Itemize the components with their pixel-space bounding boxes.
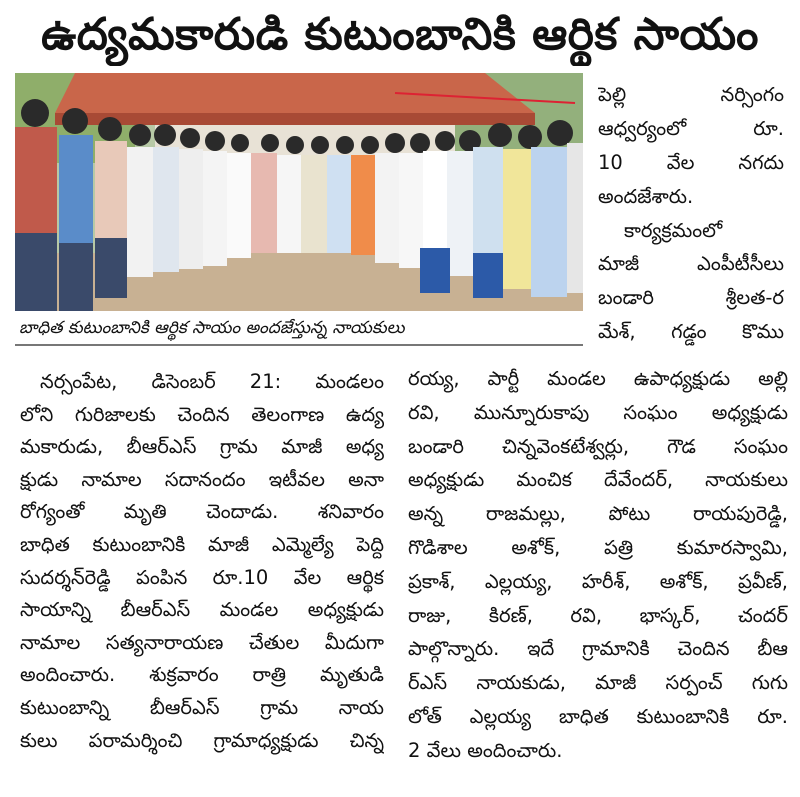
article-column-right-bottom: [408, 362, 788, 768]
photo-caption: బాధిత కుటుంబానికి ఆర్థిక సాయం అందజేస్తున్న నాయకులు: [15, 312, 583, 346]
article-column-right-top: [598, 78, 784, 349]
text-line: క్షుడు నామాల సదానందం ఇటీవల అనా: [20, 467, 384, 491]
text-line: నర్సంపేట, డిసెంబర్ 21: మండలం: [40, 370, 384, 393]
group-photo: [15, 73, 583, 311]
text-line: సుదర్శన్‌రెడ్డి పంపిన రూ.10 వేల ఆర్థిక: [20, 565, 384, 589]
text-line: లోని గురిజాలకు చెందిన తెలంగాణ ఉద్య: [20, 402, 384, 426]
text-line: అందించారు. శుక్రవారం రాత్రి మృతుడి: [20, 663, 384, 687]
text-line: రవి, మున్నూరుకాపు సంఘం అధ్యక్షుడు: [408, 400, 788, 424]
text-line: కార్యక్రమంలో: [624, 218, 723, 242]
text-line: అధ్యక్షుడు మంచిక దేవేందర్, నాయకులు: [408, 468, 788, 492]
text-line: ర్ఎస్ నాయకుడు, మాజీ సర్పంచ్ గుగు: [408, 671, 788, 695]
article-column-left: [20, 366, 384, 757]
text-line: బండారి శ్రీలత-ర: [598, 286, 784, 310]
text-line: మాజీ ఎంపీటీసీలు: [598, 252, 784, 276]
text-line: నామాల సత్యనారాయణ చేతుల మీదుగా: [20, 630, 384, 654]
text-line: సాయాన్ని బీఆర్ఎస్ మండల అధ్యక్షుడు: [20, 598, 384, 622]
text-line: ప్రకాశ్, ఎల్లయ్య, హరీశ్, అశోక్, ప్రవీణ్,: [408, 569, 788, 593]
text-line: బండారి చిన్నవెంకటేశ్వర్లు, గౌడ సంఘం: [408, 434, 788, 458]
text-line: రయ్య, పార్టీ మండల ఉపాధ్యక్షుడు అల్లి: [408, 367, 788, 390]
headline: ఉద్యమకారుడి కుటుంబానికి ఆర్థిక సాయం: [41, 9, 759, 60]
text-line: రాజు, కిరణ్, రవి, భాస్కర్, చందర్: [408, 603, 788, 627]
text-line: 2 వేలు అందించారు.: [408, 738, 563, 762]
text-line: కులు పరామర్శించి గ్రామాధ్యక్షుడు చిన్న: [20, 728, 384, 752]
text-line: బాధిత కుటుంబానికి మాజీ ఎమ్మెల్యే పెద్ది: [20, 532, 384, 556]
text-line: 10 వేల నగదు: [598, 150, 784, 174]
text-line: అందజేశారు.: [598, 184, 694, 208]
text-line: మకారుడు, బీఆర్ఎస్ గ్రామ మాజీ అధ్య: [20, 435, 384, 459]
text-line: పాల్గొన్నారు. ఇదే గ్రామానికి చెందిన బీఆ: [408, 637, 788, 661]
text-line: రోగ్యంతో మృతి చెందాడు. శనివారం: [20, 500, 384, 524]
text-line: మేశ్, గడ్డం కొము: [598, 320, 784, 344]
text-line: పెల్లి నర్సింగం: [598, 83, 784, 106]
text-line: లోత్ ఎల్లయ్య బాధిత కుటుంబానికి రూ.: [408, 704, 788, 728]
text-line: గొడిశాల అశోక్, పత్రి కుమారస్వామి,: [408, 535, 788, 559]
text-line: అన్న రాజమల్లు, పోటు రాయపురెడ్డి,: [408, 502, 788, 526]
text-line: ఆధ్వర్యంలో రూ.: [598, 116, 784, 140]
text-line: కుటుంబాన్ని బీఆర్ఎస్ గ్రామ నాయ: [20, 695, 384, 719]
